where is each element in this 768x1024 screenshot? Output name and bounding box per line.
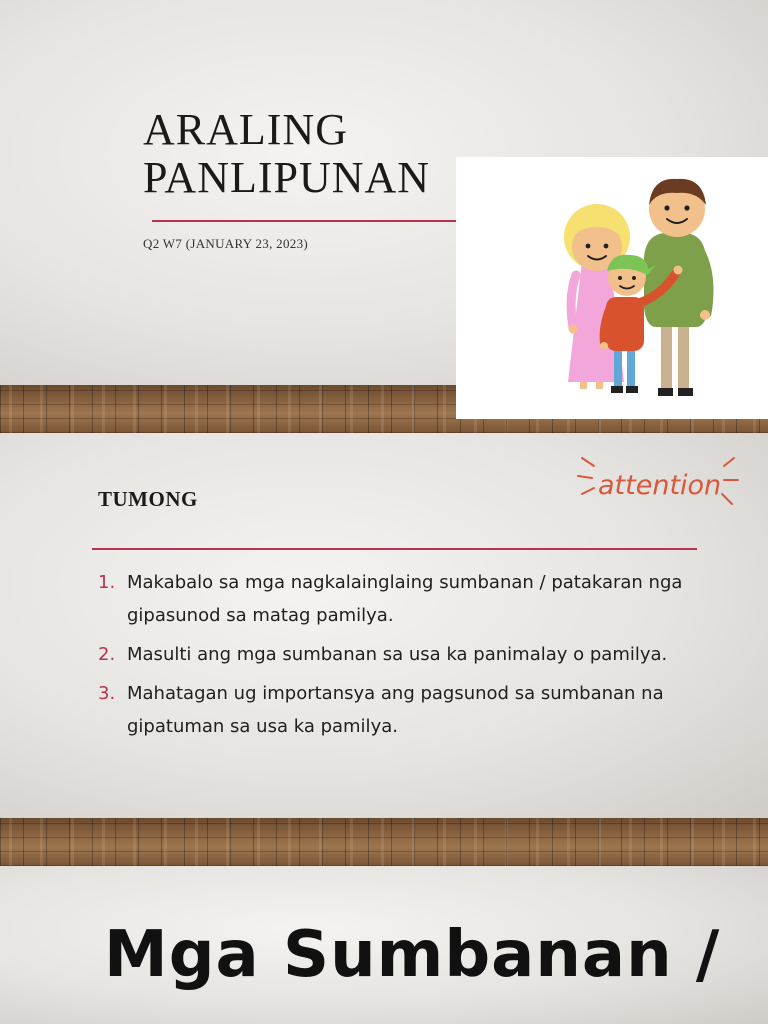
list-item <box>98 677 698 743</box>
slide-rules <box>0 866 768 1024</box>
goal-number: 3. <box>98 683 116 704</box>
rules-heading: Mga Sumbanan / <box>104 918 721 992</box>
title-line-2: PANLIPUNAN <box>143 153 431 202</box>
slide-goals <box>0 433 768 818</box>
title-line-1: ARALING <box>143 105 348 154</box>
list-item <box>98 638 698 671</box>
goal-text: Masulti ang mga sumbanan sa usa ka panimalay o pamilya. <box>127 644 668 665</box>
title-underline <box>152 220 472 222</box>
goals-heading: TUMONG <box>98 487 198 511</box>
attention-text: attention <box>598 470 722 501</box>
slide-subtitle: Q2 W7 (JANUARY 23, 2023) <box>143 236 309 251</box>
wood-floor <box>0 818 768 866</box>
goal-number: 2. <box>98 644 116 665</box>
family-illustration-svg <box>456 157 768 419</box>
slide-title-heading <box>143 106 430 202</box>
goals-list <box>98 566 698 749</box>
goal-text: Mahatagan ug importansya ang pagsunod sa sumbanan na gipatuman sa usa ka pamilya. <box>127 683 664 737</box>
goal-number: 1. <box>98 572 116 593</box>
list-item <box>98 566 698 632</box>
attention-sticker <box>574 450 740 522</box>
goal-text: Makabalo sa mga nagkalainglaing sumbanan / patakaran nga gipasunod sa matag pamilya. <box>127 572 683 626</box>
family-illustration <box>456 157 768 419</box>
goals-underline <box>92 548 697 550</box>
father-figure <box>644 179 710 396</box>
